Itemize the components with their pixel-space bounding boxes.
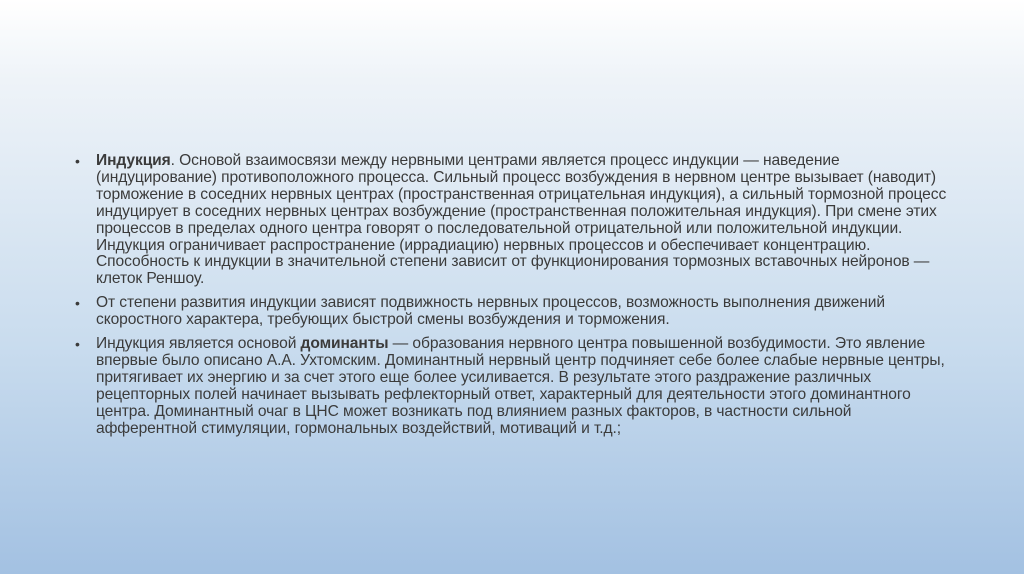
bullet-term-dominant: доминанты (300, 335, 389, 353)
bullet-dot-icon: • (75, 336, 80, 353)
bullet-text-mobility: От степени развития индукции зависят подвижность нервных процессов, возможность выполнения движений скоростного характера, требующих быстрой смены возбуждения и торможения. (96, 294, 885, 329)
bullet-term-induction: Индукция (96, 152, 171, 169)
bullet-item-induction (74, 153, 954, 288)
bullet-dot-icon: • (75, 153, 80, 169)
bullet-list (74, 153, 954, 438)
bullet-item-dominant (74, 336, 954, 437)
bullet-text-induction: . Основой взаимосвязи между нервными центрами является процесс индукции — наведение (индуцирование) противоположного процесса. Сильный процесс возбуждения в нервном центре вызывает (наводит) торможение в соседних нервных центрах (пространственная отрицательная индукция), а сильный тормозной процесс индуцирует в соседних нервных центрах возбуждение (пространственная положительная индукция). При смене этих процессов в пределах одного центра говорят о последовательной отрицательной или положительной индукции. Индукция ограничивает распространение (иррадиацию) нервных процессов и обеспечивает концентрацию. Способность к индукции в значительной степени зависит от функционирования тормозных вставочных нейронов — клеток Реншоу. (96, 152, 947, 288)
bullet-item-mobility (74, 295, 954, 329)
bullet-text-dominant-before: Индукция является основой (96, 335, 301, 353)
slide-content (74, 153, 954, 445)
bullet-text-dominant-after: — образования нервного центра повышенной возбудимости. Это явление впервые было описано А.А. Ухтомским. Доминантный нервный центр подчиняет себе более слабые нервные центры, притягивает их энергию и за счет этого еще более усиливается. В результате этого раздражение различных рецепторных полей начинает вызывать рефлекторный ответ, характерный для деятельности этого доминантного центра. Доминантный очаг в ЦНС может возникать под влиянием разных факторов, в частности сильной афферентной стимуляции, гормональных воздействий, мотиваций и т.д.; (96, 335, 945, 437)
bullet-dot-icon: • (75, 295, 80, 312)
